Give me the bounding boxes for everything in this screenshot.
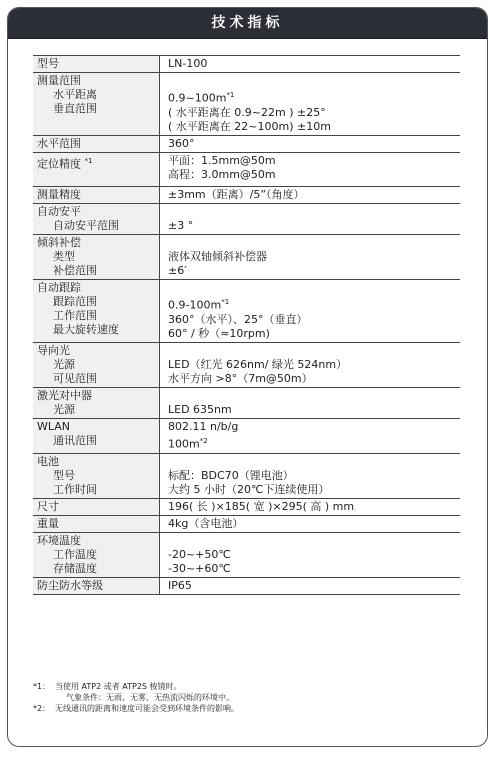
spec-value: ( 水平距离在 22~100m) ±10m	[168, 119, 331, 133]
spec-label: 防尘防水等级	[37, 578, 103, 592]
footnote-text: 无线通讯的距离和速度可能会受到环境条件的影响。	[55, 704, 239, 713]
table-row	[33, 387, 460, 418]
spec-value: 100m	[168, 437, 200, 451]
spec-sublabel: 补偿范围	[53, 264, 97, 278]
spec-value: -20~+50℃	[168, 547, 231, 561]
table-row	[33, 73, 460, 136]
table-row	[33, 342, 460, 387]
footnote-mark: *1	[226, 91, 235, 99]
spec-label: WLAN	[37, 419, 71, 433]
spec-sublabel: 存储温度	[53, 561, 97, 575]
spec-label: 倾斜补偿	[37, 236, 81, 250]
spec-value: 大约 5 小时（20℃下连续使用）	[168, 482, 330, 496]
spec-sublabel: 类型	[53, 250, 75, 264]
spec-value: ±6′	[168, 264, 187, 278]
spec-value: ±3 °	[168, 219, 194, 233]
footnote-text: 气象条件：无雨、无雾、无热流闪烁的环境中。	[66, 693, 234, 702]
table-row	[33, 235, 460, 280]
spec-label: 导向光	[37, 343, 70, 357]
spec-sublabel: 自动安平范围	[53, 219, 119, 233]
spec-label: 激光对中器	[37, 388, 92, 402]
spec-label: 测量精度	[37, 188, 81, 202]
spec-value: 水平方向 >8°（7m@50m）	[168, 371, 313, 385]
spec-sublabel: 通讯范围	[53, 433, 97, 447]
spec-sublabel: 水平距离	[53, 88, 97, 101]
spec-label: 自动跟踪	[37, 281, 81, 295]
spec-label: 测量范围	[37, 74, 81, 87]
footnote-mark: *1	[84, 156, 93, 165]
table-row	[33, 532, 460, 577]
table-row	[33, 498, 460, 515]
spec-value: 196( 长 )×185( 宽 )×295( 高 ) mm	[168, 499, 355, 513]
spec-value: 液体双轴倾斜补偿器	[168, 250, 267, 264]
table-row	[33, 135, 460, 152]
spec-sublabel: 工作时间	[53, 482, 97, 496]
spec-value: 4kg（含电池）	[168, 516, 244, 530]
table-row	[33, 56, 460, 73]
spec-value: 60° / 秒（≈10rpm)	[168, 326, 270, 340]
page-title: 技术指标	[8, 8, 487, 39]
footnote-key: *1：	[33, 682, 51, 691]
spec-sublabel: 工作范围	[53, 309, 97, 323]
spec-label: 重量	[37, 516, 59, 530]
spec-value: LN-100	[168, 57, 208, 70]
spec-table	[33, 55, 460, 595]
table-row	[33, 152, 460, 187]
table-row	[33, 577, 460, 594]
spec-value: LED（红光 626nm/ 绿光 524nm）	[168, 357, 348, 371]
spec-value: 标配：BDC70（锂电池）	[168, 468, 294, 482]
footnote-text: 当使用 ATP2 或者 ATP2S 棱镜时。	[55, 682, 182, 691]
spec-value: 360°	[168, 136, 195, 150]
spec-value: 0.9~100m	[168, 91, 227, 105]
table-row	[33, 418, 460, 453]
spec-sublabel: 垂直范围	[53, 102, 97, 115]
spec-sublabel: 跟踪范围	[53, 295, 97, 309]
table-row	[33, 187, 460, 204]
spec-value: 0.9-100m	[168, 298, 222, 312]
spec-label: 型号	[37, 57, 59, 70]
spec-value: ±3mm（距离）/5”（角度）	[168, 188, 305, 202]
footnote-key: *2：	[33, 704, 51, 713]
footnote-mark: *1	[221, 298, 230, 307]
spec-label: 尺寸	[37, 499, 59, 513]
spec-sublabel: 可见范围	[53, 371, 97, 385]
spec-label: 水平范围	[37, 136, 81, 150]
spec-sublabel: 光源	[53, 402, 75, 416]
spec-value: -30~+60℃	[168, 561, 231, 575]
spec-label: 环境温度	[37, 533, 81, 547]
spec-sublabel: 型号	[53, 468, 75, 482]
footnotes	[33, 681, 463, 714]
spec-value: LED 635nm	[168, 402, 232, 416]
spec-sublabel: 工作温度	[53, 547, 97, 561]
table-row	[33, 453, 460, 498]
spec-sublabel: 最大旋转速度	[53, 323, 119, 337]
spec-label: 自动安平	[37, 205, 81, 219]
spec-value: 802.11 n/b/g	[168, 419, 239, 433]
table-row	[33, 280, 460, 343]
spec-value: 高程：3.0mm@50m	[168, 167, 276, 181]
footnote-mark: *2	[199, 436, 208, 445]
spec-value: 平面：1.5mm@50m	[168, 153, 276, 167]
spec-label: 定位精度	[37, 157, 81, 171]
spec-sublabel: 光源	[53, 357, 75, 371]
spec-value: ( 水平距离在 0.9~22m ) ±25°	[168, 105, 326, 119]
spec-value: IP65	[168, 578, 192, 592]
spec-label: 电池	[37, 454, 59, 468]
table-row	[33, 204, 460, 235]
table-row	[33, 515, 460, 532]
spec-value: 360°（水平）、25°（垂直）	[168, 312, 308, 326]
